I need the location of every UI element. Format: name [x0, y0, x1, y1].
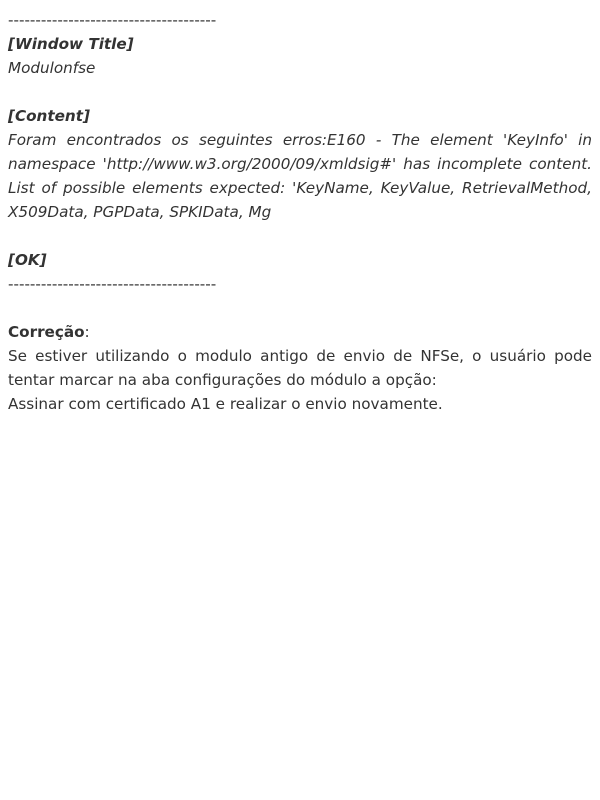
- error-content-text: Foram encontrados os seguintes erros:E160 - The element 'KeyInfo' in namespace 'http://www.w3.org/2000/09/xmldsig#' has incomplete content. List of possible elements expected: 'KeyName, KeyValue, RetrievalMethod, X509Data, PGPData, SPKIData, Mg: [8, 131, 592, 221]
- correction-colon: :: [84, 323, 90, 341]
- blank-line: [8, 224, 592, 248]
- blank-line: [8, 296, 592, 320]
- correction-label: Correção: [8, 323, 85, 341]
- ok-label: [OK]: [8, 251, 47, 269]
- blank-line: [8, 80, 592, 104]
- divider-top: --------------------------------------: [8, 11, 217, 29]
- content-label: [Content]: [8, 107, 90, 125]
- window-title-label: [Window Title]: [8, 35, 134, 53]
- correction-text: Se estiver utilizando o modulo antigo de envio de NFSe, o usuário pode tentar marcar na aba configurações do módulo a opção:: [8, 347, 592, 389]
- window-title-value: Modulonfse: [8, 59, 96, 77]
- divider-bottom: --------------------------------------: [8, 275, 217, 293]
- correction-heading: [8, 320, 592, 344]
- correction-action: Assinar com certificado A1 e realizar o envio novamente.: [8, 395, 443, 413]
